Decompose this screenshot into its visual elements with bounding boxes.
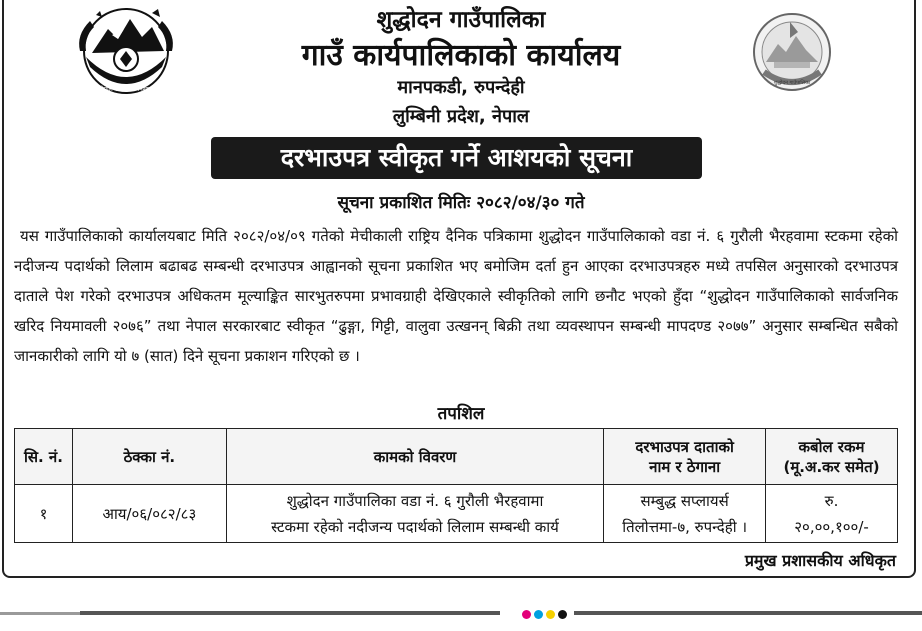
- province-name: लुम्बिनी प्रदेश, नेपाल: [392, 106, 530, 127]
- cell-bidder: [604, 485, 766, 543]
- header-amount-line1: कबोल रकम: [798, 437, 865, 456]
- office-location: मानपकडी, रुपन्देही: [397, 77, 525, 98]
- right-emblem-caption: शुद्धोदन गाउँपालिका: [773, 80, 811, 86]
- cell-description: [226, 485, 603, 543]
- divider-bar-left-light: [0, 612, 80, 615]
- divider-bar-right: [574, 611, 922, 615]
- notice-title: दरभाउपत्र स्वीकृत गर्ने आशयको सूचना: [211, 137, 702, 179]
- header-amount: [766, 429, 898, 485]
- cell-description-line1: शुद्धोदन गाउँपालिका वडा नं. ६ गुरौली भैरहवामा: [286, 491, 544, 510]
- table-header-row: [15, 429, 898, 485]
- header-amount-line2: (मू.अ.कर समेत): [783, 457, 880, 476]
- table-row: [15, 485, 898, 543]
- cell-contract: आय/०६/०८२/८३: [72, 485, 226, 543]
- divider-dot-cyan: [534, 610, 543, 619]
- header-contract: ठेक्का नं.: [72, 429, 226, 485]
- cell-amount: [766, 485, 898, 543]
- municipality-name: शुद्धोदन गाउँपालिका: [376, 7, 546, 33]
- divider-bar-left: [80, 611, 500, 615]
- left-emblem-caption: नेपाल सरकारको निशान: [100, 86, 152, 93]
- cell-bidder-line2: तिलोत्तमा-७, रुपन्देही ।: [622, 517, 748, 536]
- office-name: गाउँ कार्यपालिकाको कार्यालय: [301, 38, 621, 73]
- header-bidder-line2: नाम र ठेगाना: [649, 457, 721, 476]
- divider-dot-black: [558, 610, 567, 619]
- cell-amount-line2: २०,००,१००/-: [794, 517, 869, 536]
- header-bidder: [604, 429, 766, 485]
- bid-table: [14, 428, 898, 543]
- signatory-title: प्रमुख प्रशासकीय अधिकृत: [744, 551, 896, 570]
- page-divider: [0, 610, 922, 616]
- cell-description-line2: स्टकमा रहेको नदीजन्य पदार्थको लिलाम सम्बन्धी कार्य: [271, 517, 559, 536]
- divider-dot-yellow: [546, 610, 555, 619]
- cell-amount-line1: रु.: [824, 491, 839, 510]
- divider-dot-magenta: [522, 610, 531, 619]
- notice-body: यस गाउँपालिकाको कार्यालयबाट मिति २०८२/०४/०९ गतेको मेचीकाली राष्ट्रिय दैनिक पत्रिकामा शुद्धोदन गाउँपालिकाको वडा नं. ६ गुरौली भैरहवामा स्टकमा रहेको नदीजन्य पदार्थको लिलाम बढाबढ सम्बन्धी दरभाउपत्र आह्वानको सूचना प्रकाशित भए बमोजिम दर्ता हुन आएका दरभाउपत्रहरु मध्ये तपसिल अनुसारको दरभाउपत्र दाताले पेश गरेको दरभाउपत्र अधिकतम मूल्याङ्कित सारभुतरुपमा प्रभावग्राही देखिएकाले स्वीकृतिको लागि छनौट भएको हुँदा “शुद्धोदन गाउँपालिकाको सार्वजनिक खरिद नियमावली २०७६” तथा नेपाल सरकारबाट स्वीकृत “ढुङ्गा, गिट्टी, वालुवा उत्खनन् बिक्री तथा व्यवस्थापन सम्बन्धी मापदण्ड २०७७” अनुसार सम्बन्धित सबैको जानकारीको लागि यो ७ (सात) दिने सूचना प्रकाशन गरिएको छ ।: [14, 227, 898, 365]
- cell-sn: १: [15, 485, 73, 543]
- cell-bidder-line1: सम्बुद्ध सप्लायर्स: [640, 491, 729, 510]
- publication-date: सूचना प्रकाशित मितिः २०८२/०४/३० गते: [337, 193, 585, 213]
- header-bidder-line1: दरभाउपत्र दाताको: [635, 437, 734, 456]
- header-description: कामको विवरण: [226, 429, 603, 485]
- header-sn: सि. नं.: [15, 429, 73, 485]
- schedule-title: तपशिल: [437, 404, 485, 424]
